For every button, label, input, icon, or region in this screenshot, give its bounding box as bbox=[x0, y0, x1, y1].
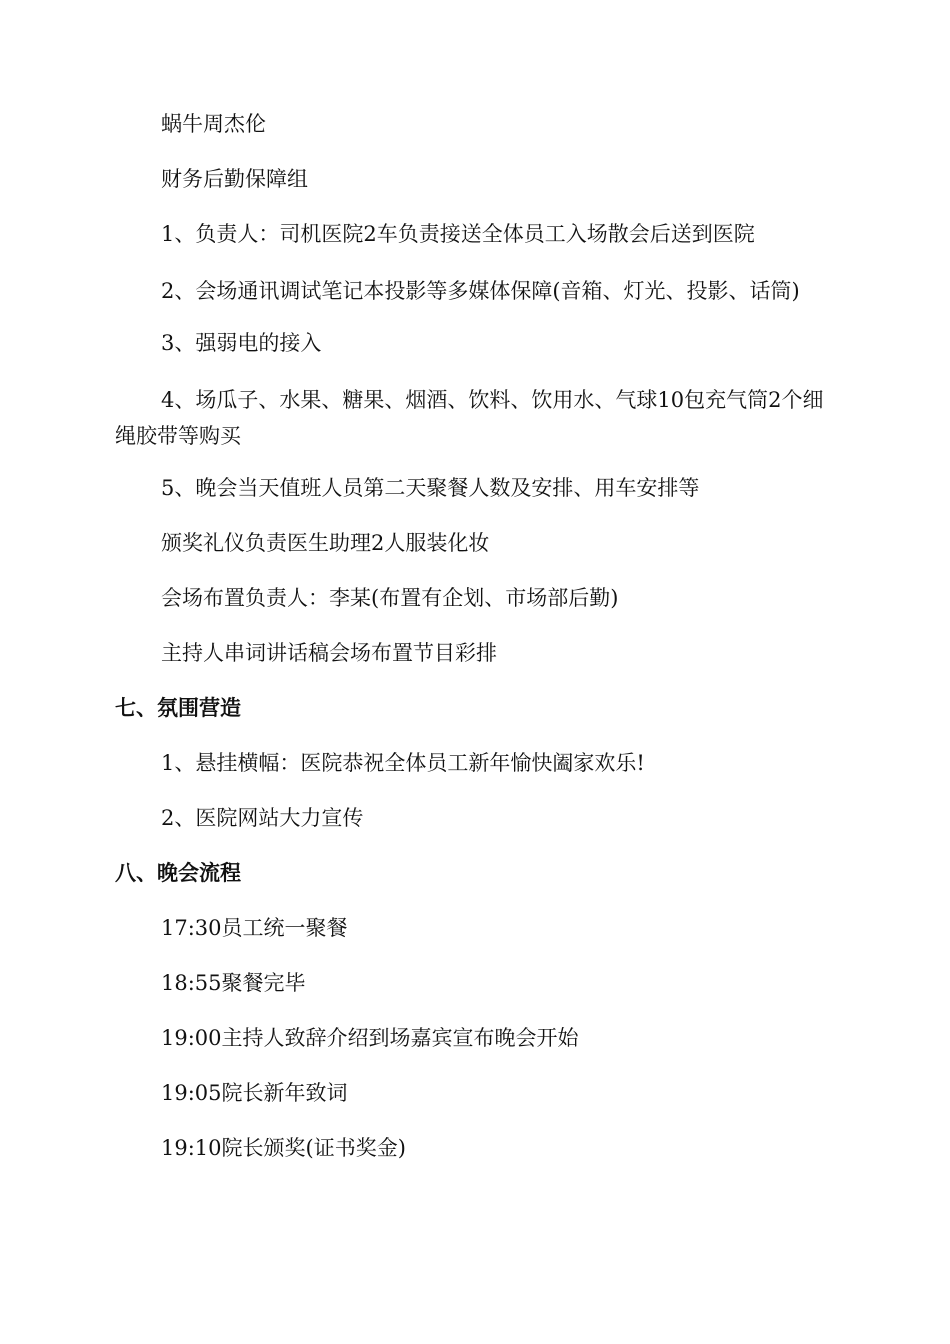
schedule-item: 18:55聚餐完毕 bbox=[161, 971, 306, 995]
paragraph: 5、晚会当天值班人员第二天聚餐人数及安排、用车安排等 bbox=[161, 476, 700, 500]
paragraph: 2、医院网站大力宣传 bbox=[161, 806, 364, 830]
schedule-item: 19:10院长颁奖(证书奖金) bbox=[161, 1136, 406, 1160]
paragraph: 主持人串词讲话稿会场布置节目彩排 bbox=[161, 641, 497, 665]
section-heading: 八、晚会流程 bbox=[115, 861, 241, 885]
document-body bbox=[115, 108, 835, 1187]
paragraph: 蜗牛周杰伦 bbox=[161, 112, 266, 136]
paragraph: 4、场瓜子、水果、糖果、烟酒、饮料、饮用水、气球10包充气筒2个细绳胶带等购买 bbox=[115, 388, 824, 448]
schedule-item: 19:00主持人致辞介绍到场嘉宾宣布晚会开始 bbox=[161, 1026, 579, 1050]
paragraph: 颁奖礼仪负责医生助理2人服装化妆 bbox=[161, 531, 490, 555]
paragraph: 3、强弱电的接入 bbox=[161, 331, 322, 355]
paragraph: 1、悬挂横幅：医院恭祝全体员工新年愉快阖家欢乐! bbox=[161, 751, 645, 775]
paragraph: 2、会场通讯调试笔记本投影等多媒体保障(音箱、灯光、投影、话筒) bbox=[161, 279, 800, 303]
paragraph: 1、负责人：司机医院2车负责接送全体员工入场散会后送到医院 bbox=[161, 222, 755, 246]
paragraph: 会场布置负责人：李某(布置有企划、市场部后勤) bbox=[161, 586, 619, 610]
section-heading: 七、氛围营造 bbox=[115, 696, 241, 720]
schedule-item: 19:05院长新年致词 bbox=[161, 1081, 348, 1105]
paragraph: 财务后勤保障组 bbox=[161, 167, 308, 191]
schedule-item: 17:30员工统一聚餐 bbox=[161, 916, 348, 940]
